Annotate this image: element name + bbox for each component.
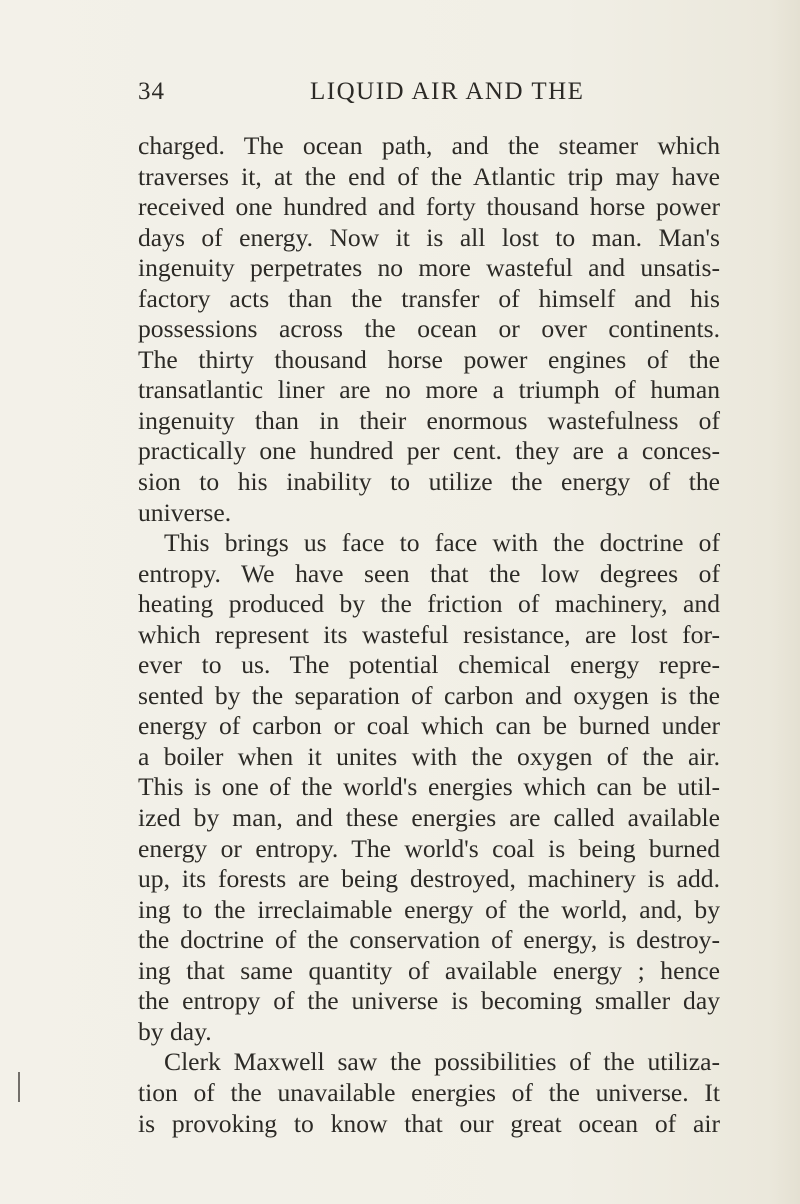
text-line: a boiler when it unites with the oxygen of the air. bbox=[138, 741, 720, 771]
text-line: is provoking to know that our great ocean of air bbox=[138, 1108, 720, 1138]
text-line: which represent its wasteful resistance, are lost for- bbox=[138, 619, 720, 649]
text-line: ingenuity perpetrates no more wasteful and unsatis- bbox=[138, 253, 720, 283]
text-line: by day. bbox=[138, 1016, 212, 1046]
paragraph-start-line: Clerk Maxwell saw the possibilities of the utiliza- bbox=[164, 1047, 720, 1077]
body-text bbox=[138, 131, 720, 1139]
paragraph-start-line: This brings us face to face with the doctrine of bbox=[164, 528, 720, 558]
text-line: energy of carbon or coal which can be burned under bbox=[138, 711, 720, 741]
text-line: possessions across the ocean or over continents. bbox=[138, 314, 720, 344]
text-line: energy or entropy. The world's coal is being burned bbox=[138, 833, 720, 863]
text-line: ever to us. The potential chemical energy repre- bbox=[138, 650, 720, 680]
text-line: charged. The ocean path, and the steamer which bbox=[138, 131, 720, 160]
text-line: traverses it, at the end of the Atlantic trip may have bbox=[138, 161, 720, 191]
page-header bbox=[138, 78, 718, 112]
text-line: the entropy of the universe is becoming smaller day bbox=[138, 986, 720, 1016]
margin-mark bbox=[18, 1072, 20, 1102]
text-line: ing that same quantity of available energy ; hence bbox=[138, 955, 720, 985]
text-line: ingenuity than in their enormous wastefulness of bbox=[138, 405, 720, 435]
text-line: factory acts than the transfer of himself and his bbox=[138, 283, 720, 313]
text-line: universe. bbox=[138, 497, 232, 527]
text-line: heating produced by the friction of machinery, and bbox=[138, 589, 720, 619]
text-line: up, its forests are being destroyed, machinery is add. bbox=[138, 864, 720, 894]
text-line: This is one of the world's energies which can be util- bbox=[138, 772, 720, 802]
text-line: ing to the irreclaimable energy of the world, and, by bbox=[138, 894, 720, 924]
text-line: transatlantic liner are no more a triumph of human bbox=[138, 375, 720, 405]
text-line: ized by man, and these energies are called available bbox=[138, 803, 720, 833]
text-line: days of energy. Now it is all lost to man. Man's bbox=[138, 222, 720, 252]
text-line: sion to his inability to utilize the energy of the bbox=[138, 467, 720, 497]
page-number: 34 bbox=[138, 78, 165, 105]
text-line: received one hundred and forty thousand horse power bbox=[138, 192, 720, 222]
text-line: entropy. We have seen that the low degrees of bbox=[138, 558, 720, 588]
text-line: the doctrine of the conservation of energy, is destroy- bbox=[138, 925, 720, 955]
text-line: The thirty thousand horse power engines of the bbox=[138, 344, 720, 374]
running-head: LIQUID AIR AND THE bbox=[310, 78, 585, 105]
text-line: sented by the separation of carbon and oxygen is the bbox=[138, 680, 720, 710]
text-line: practically one hundred per cent. they are a conces- bbox=[138, 436, 720, 466]
text-line: tion of the unavailable energies of the universe. It bbox=[138, 1077, 720, 1107]
